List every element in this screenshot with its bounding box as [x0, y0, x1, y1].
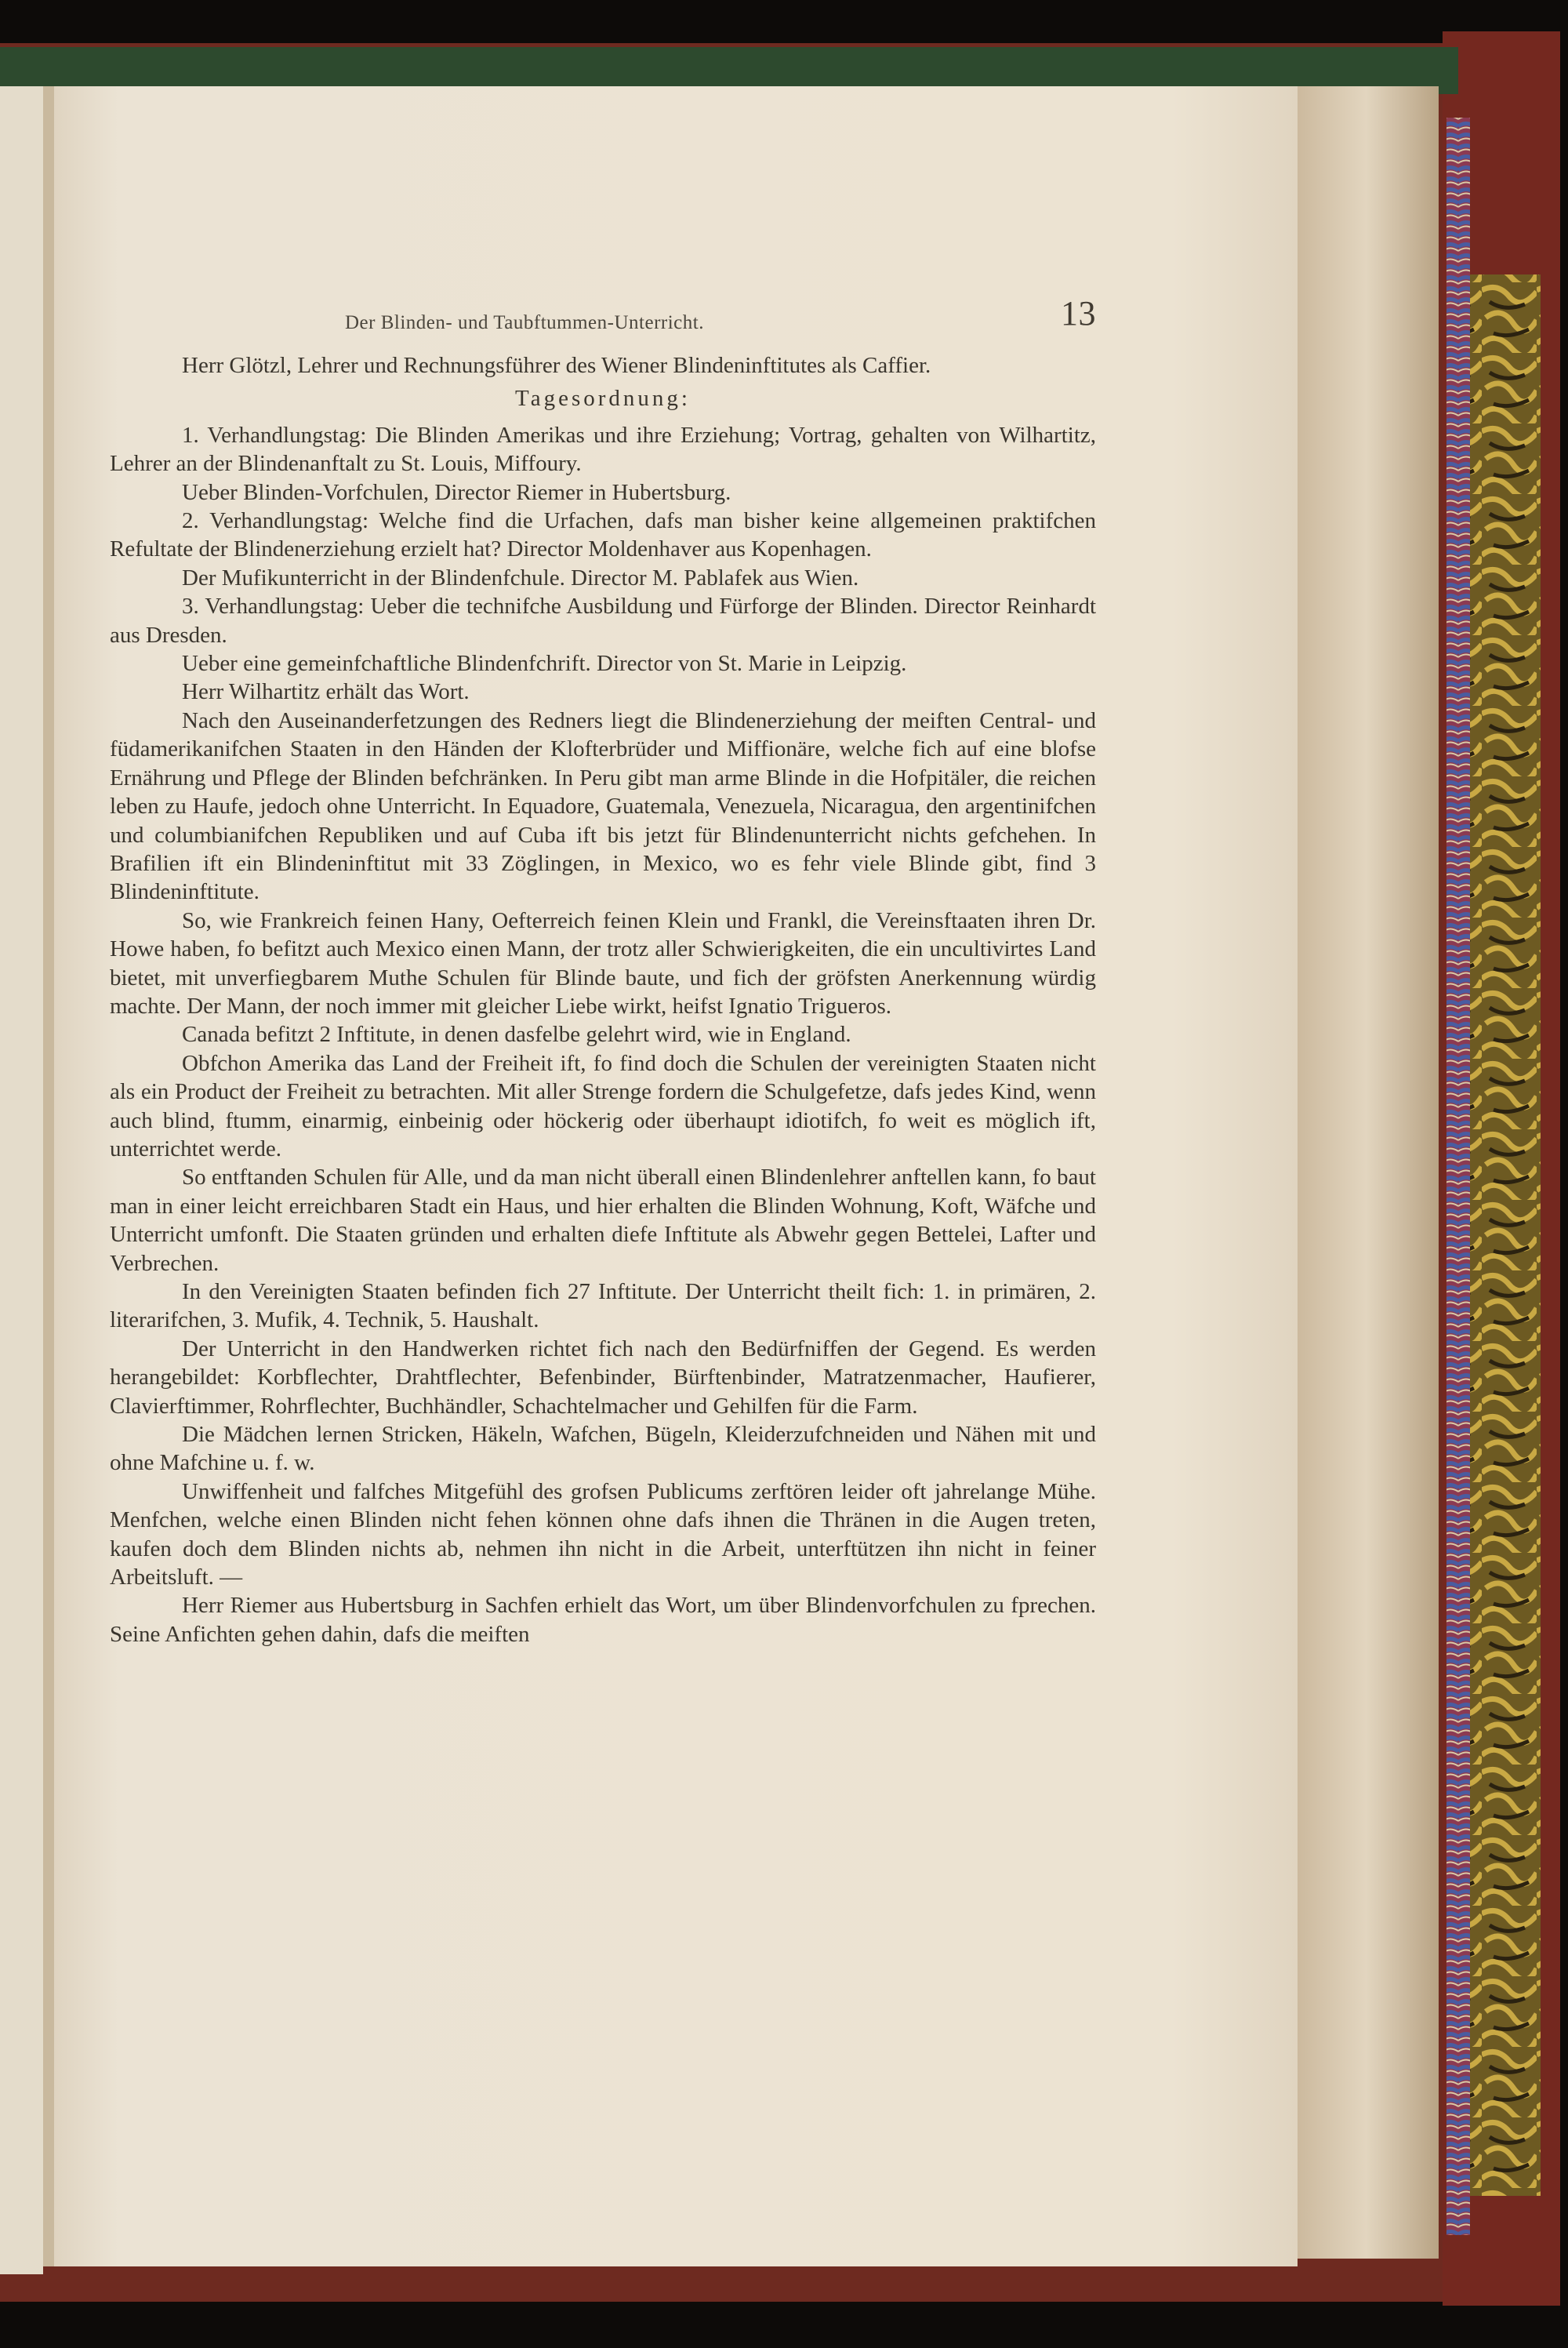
- paragraph: 2. Verhandlungstag: Welche find die Urfachen, dafs man bisher keine allgemeinen praktifchen Refultate der Blindenerziehung erzielt hat? Director Moldenhaver aus Kopenhagen.: [110, 508, 1096, 562]
- agenda-heading: Tagesordnung:: [515, 386, 691, 412]
- running-title: Der Blinden- und Taubftummen-Unterricht.: [345, 312, 704, 333]
- paragraph: Canada befitzt 2 Inftitute, in denen dasfelbe gelehrt wird, wie in England.: [182, 1022, 851, 1048]
- page-number: 13: [1061, 294, 1096, 333]
- running-header: [110, 294, 1096, 345]
- page-text: [110, 294, 1096, 1648]
- paragraph: Ueber Blinden-Vorfchulen, Director Riemer in Hubertsburg.: [182, 479, 731, 505]
- paragraph: Obfchon Amerika das Land der Freiheit ift, fo find doch die Schulen der vereinigten Staaten nicht als ein Product der Freiheit zu betrachten. Mit aller Strenge fordern die Schulgefetze, dafs jedes Kind, wenn auch blind, ftumm, einarmig, einbeinig oder höckerig oder überhaupt idiotifch, fo weit es möglich ift, unterrichtet werde.: [110, 1050, 1096, 1161]
- paragraph: Der Unterricht in den Handwerken richtet fich nach den Bedürfniffen der Gegend. Es werden herangebildet: Korbflechter, Drahtflechter, Befenbinder, Bürftenbinder, Matratzenmacher, Haufierer, Clavierftimmer, Rohrflechter, Buchhändler, Schachtelmacher und Gehilfen für die Farm.: [110, 1336, 1096, 1419]
- paragraph: Herr Glötzl, Lehrer und Rechnungsführer des Wiener Blindeninftitutes als Caffier.: [182, 353, 931, 378]
- paragraph: Der Mufikunterricht in der Blindenfchule. Director M. Pablafek aus Wien.: [182, 565, 859, 591]
- paragraph: So entftanden Schulen für Alle, und da man nicht überall einen Blindenlehrer anftellen kann, fo baut man in einer leicht erreichbaren Stadt ein Haus, und hier erhalten die Blinden Wohnung, Koft, Wäfche und Unterricht umfonft. Die Staaten gründen und erhalten diefe Inftitute als Abwehr gegen Bettelei, Lafter und Verbrechen.: [110, 1165, 1096, 1276]
- paragraph: Herr Riemer aus Hubertsburg in Sachfen erhielt das Wort, um über Blindenvorfchulen zu fprechen. Seine Anfichten gehen dahin, dafs die meiften: [110, 1593, 1096, 1647]
- paragraph: So, wie Frankreich feinen Hany, Oefterreich feinen Klein und Frankl, die Vereinsftaaten ihren Dr. Howe haben, fo befitzt auch Mexico einen Mann, der trotz aller Schwierigkeiten, die ein uncultivirtes Land bietet, mit unverfiegbarem Muthe Schulen für Blinde baute, und fich der gröfsten Anerkennung würdig machte. Der Mann, der noch immer mit gleicher Liebe wirkt, heifst Ignatio Trigueros.: [110, 907, 1096, 1019]
- paragraph: In den Vereinigten Staaten befinden fich 27 Inftitute. Der Unterricht theilt fich: 1. in primären, 2. literarifchen, 3. Mufik, 4. Technik, 5. Haushalt.: [110, 1279, 1096, 1333]
- paragraph: Ueber eine gemeinfchaftliche Blindenfchrift. Director von St. Marie in Leipzig.: [182, 651, 907, 677]
- paragraph: 3. Verhandlungstag: Ueber die technifche Ausbildung und Fürforge der Blinden. Director Reinhardt aus Dresden.: [110, 594, 1096, 648]
- paragraph: Nach den Auseinanderfetzungen des Redners liegt die Blindenerziehung der meiften Central- und füdamerikanifchen Staaten in den Händen der Klofterbrüder und Miffionäre, welche fich auf eine blofse Ernährung und Pflege der Blinden befchränken. In Peru gibt man arme Blinde in die Hofpitäler, die reichen leben zu Haufe, jedoch ohne Unterricht. In Equadore, Guatemala, Venezuela, Nicaragua, den argentinifchen und columbianifchen Republiken und auf Cuba ift bis jetzt für Blindenunterricht nichts gefchehen. In Brafilien ift ein Blindeninftitut mit 33 Zöglingen, in Mexico, wo es fehr viele Blinde gibt, find 3 Blindeninftitute.: [110, 707, 1096, 905]
- paragraph: Die Mädchen lernen Stricken, Häkeln, Wafchen, Bügeln, Kleiderzufchneiden und Nähen mit und ohne Mafchine u. f. w.: [110, 1422, 1096, 1476]
- paragraph: Herr Wilhartitz erhält das Wort.: [182, 679, 470, 705]
- paragraph: Unwiffenheit und falfches Mitgefühl des grofsen Publicums zerftören leider oft jahrelange Mühe. Menfchen, welche einen Blinden nicht fehen können ohne dafs ihnen die Thränen in die Augen treten, kaufen doch dem Blinden nichts ab, nehmen ihn nicht in die Arbeit, unterftützen ihn nicht in feiner Arbeitsluft. —: [110, 1478, 1096, 1590]
- paragraph: 1. Verhandlungstag: Die Blinden Amerikas und ihre Erziehung; Vortrag, gehalten von Wilhartitz, Lehrer an der Blindenanftalt zu St. Louis, Miffoury.: [110, 422, 1096, 477]
